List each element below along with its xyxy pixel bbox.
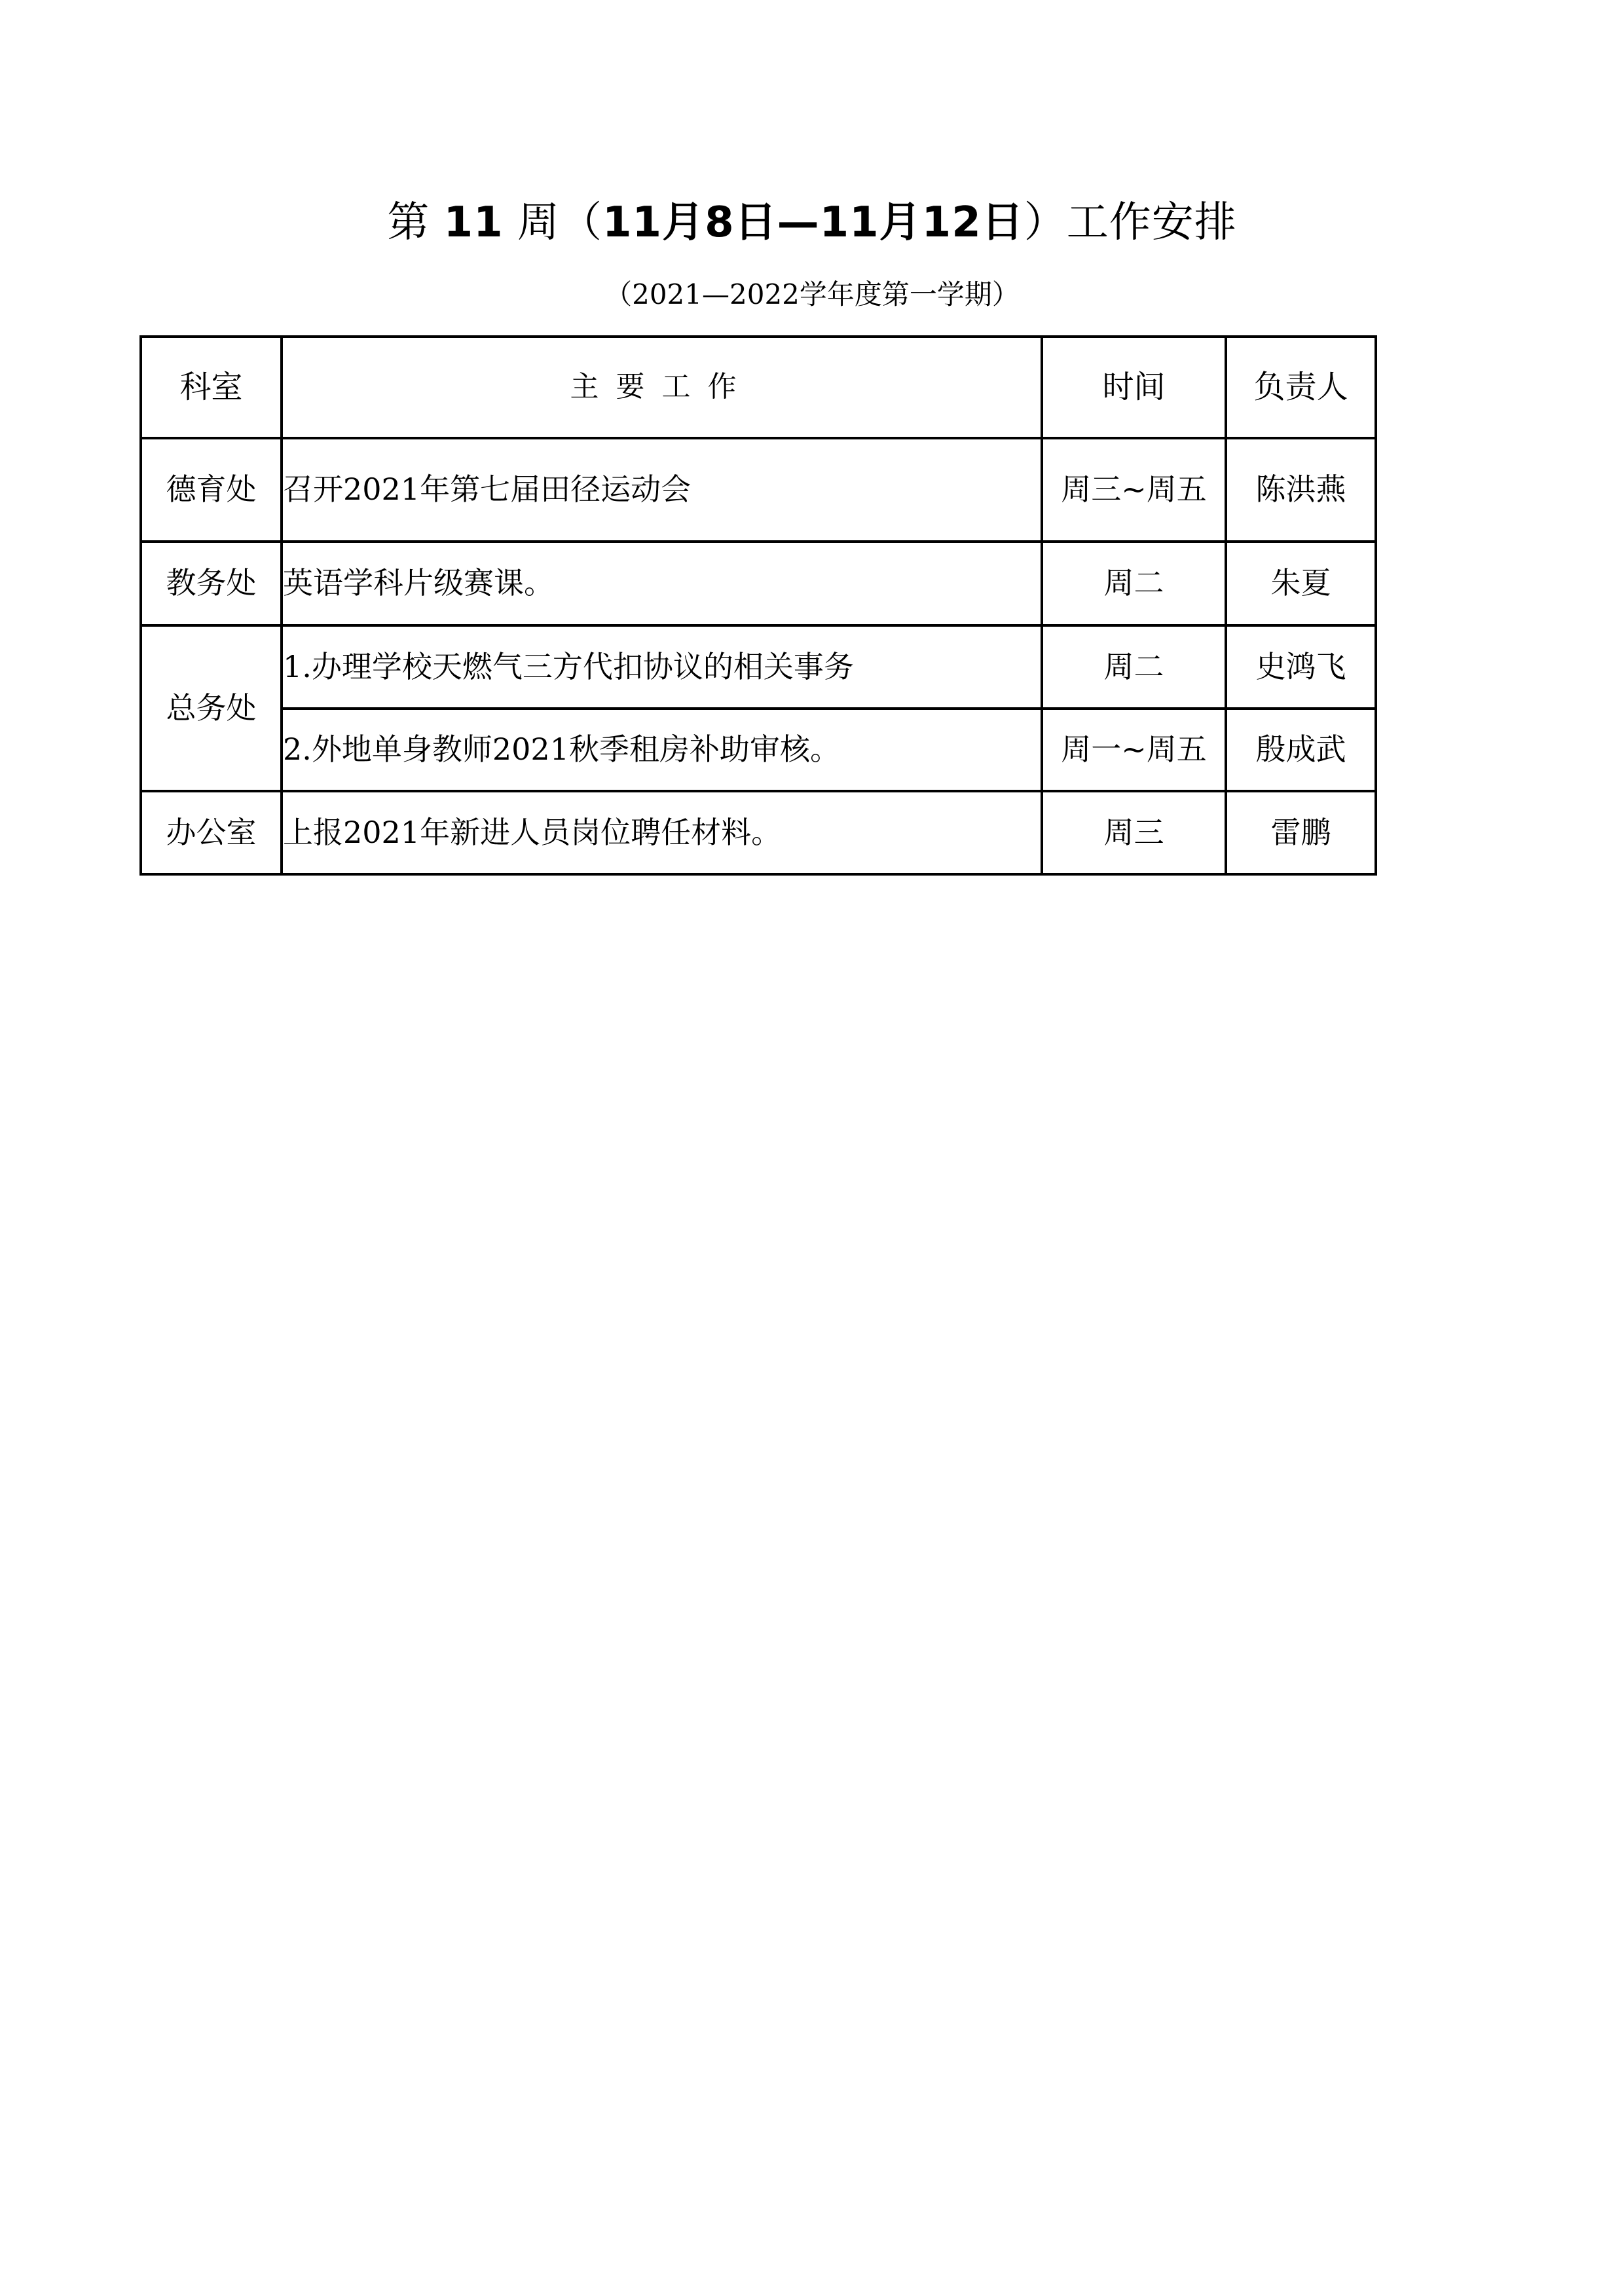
work-schedule-table: [139, 335, 1377, 876]
cell-person: 殷成武: [1226, 709, 1376, 791]
title-date-range: 11月8日—11月12日: [602, 198, 1024, 247]
table-row: [141, 542, 1376, 625]
title-middle: 周（: [503, 198, 603, 247]
title-week-number: 11: [443, 198, 504, 247]
cell-person: 雷鹏: [1226, 791, 1376, 874]
cell-dept: 总务处: [141, 625, 282, 791]
cell-task: 2.外地单身教师2021秋季租房补助审核。: [282, 709, 1042, 791]
header-main-work: 主要工作: [282, 337, 1042, 438]
cell-time: 周三~周五: [1042, 438, 1226, 542]
cell-dept: 德育处: [141, 438, 282, 542]
table-row: [141, 709, 1376, 791]
cell-task: 上报2021年新进人员岗位聘任材料。: [282, 791, 1042, 874]
cell-person: 史鸿飞: [1226, 625, 1376, 709]
title-suffix: ）工作安排: [1024, 198, 1237, 247]
cell-time: 周二: [1042, 542, 1226, 625]
table-row: [141, 438, 1376, 542]
header-person: 负责人: [1226, 337, 1376, 438]
header-time: 时间: [1042, 337, 1226, 438]
cell-task: 1.办理学校天燃气三方代扣协议的相关事务: [282, 625, 1042, 709]
cell-person: 陈洪燕: [1226, 438, 1376, 542]
table-row: [141, 625, 1376, 709]
table-header-row: [141, 337, 1376, 438]
table-row: [141, 791, 1376, 874]
header-dept: 科室: [141, 337, 282, 438]
cell-task: 召开2021年第七届田径运动会: [282, 438, 1042, 542]
page-title: [0, 193, 1624, 252]
cell-time: 周一~周五: [1042, 709, 1226, 791]
cell-dept: 办公室: [141, 791, 282, 874]
cell-person: 朱夏: [1226, 542, 1376, 625]
title-prefix: 第: [387, 198, 444, 247]
cell-task: 英语学科片级赛课。: [282, 542, 1042, 625]
cell-dept: 教务处: [141, 542, 282, 625]
cell-time: 周二: [1042, 625, 1226, 709]
cell-time: 周三: [1042, 791, 1226, 874]
page-subtitle: （2021—2022学年度第一学期）: [604, 278, 1020, 310]
